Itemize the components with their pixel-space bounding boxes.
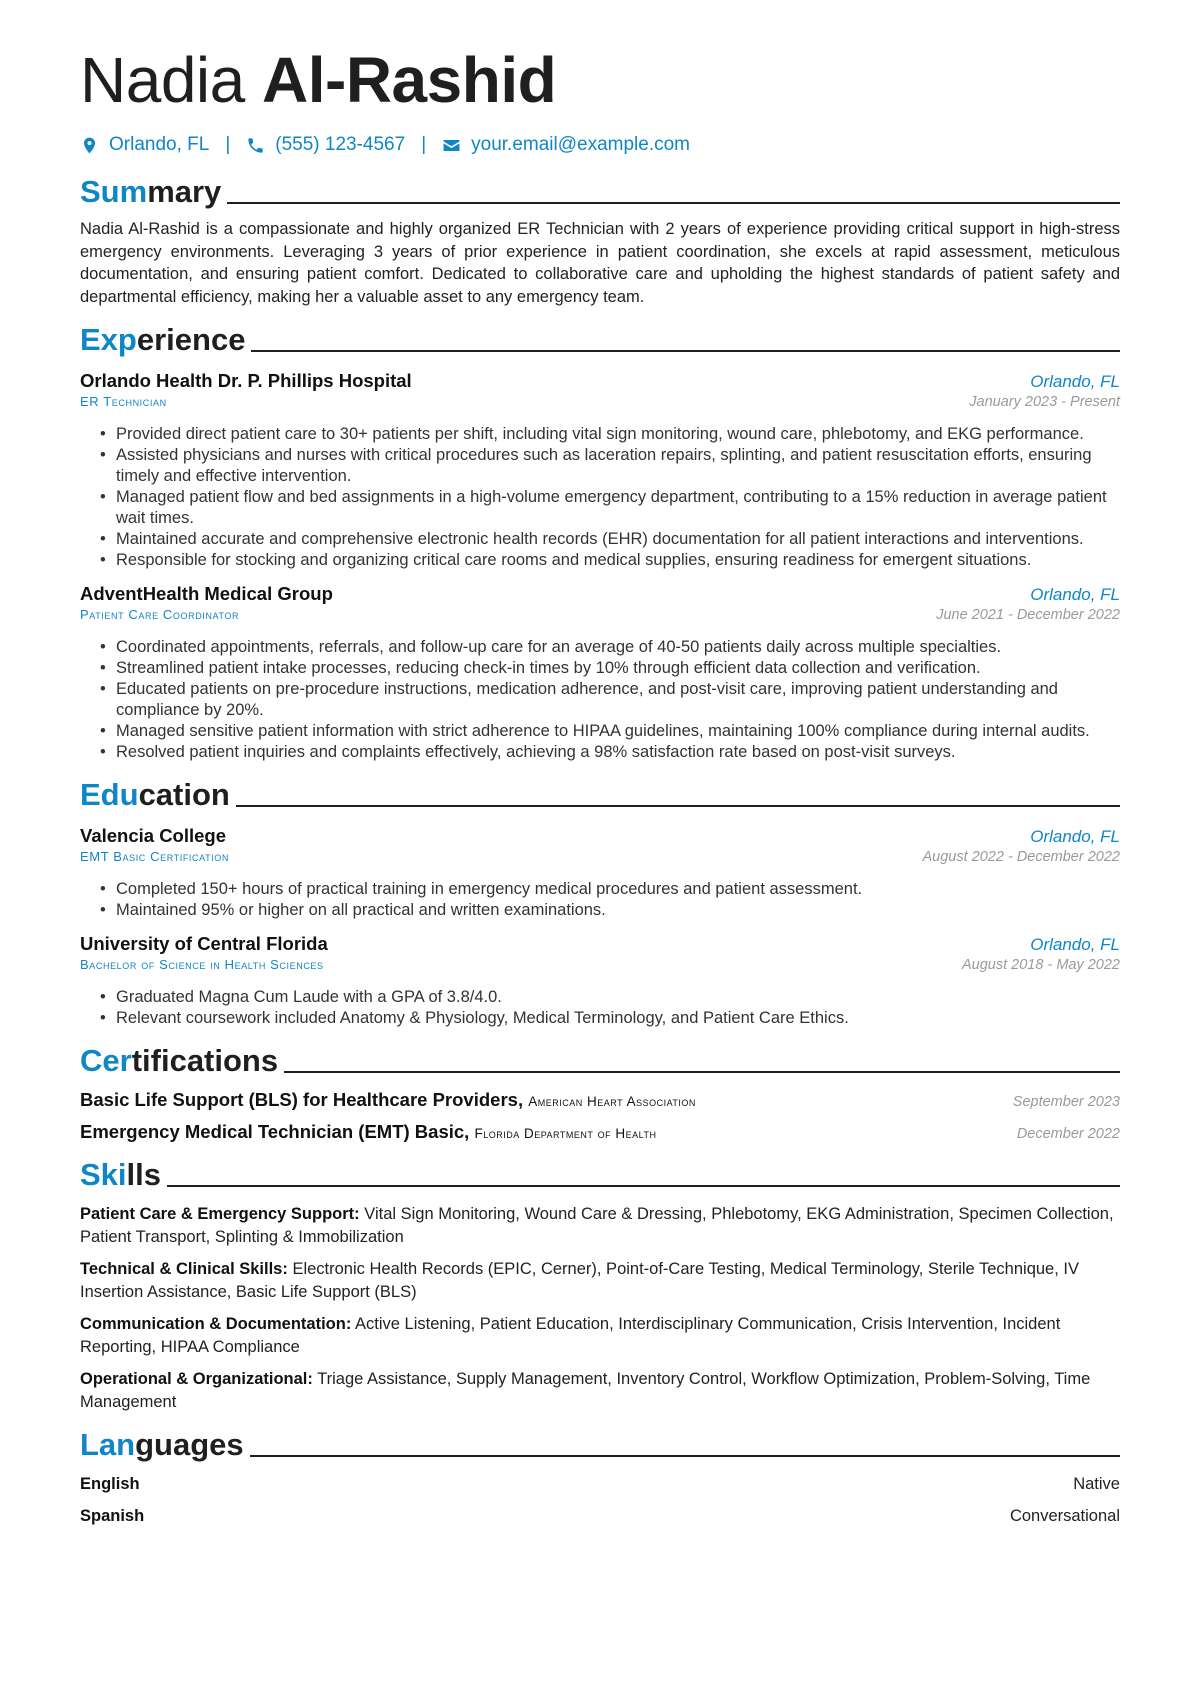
section-title: Summary <box>80 174 222 209</box>
list-item: • Educated patients on pre-procedure instructions, medication adherence, and post-visit care, improving patient understanding and compliance by 20%. <box>100 679 1120 721</box>
list-item: • Graduated Magna Cum Laude with a GPA of 3.8/4.0. <box>100 987 1120 1008</box>
list-item: • Assisted physicians and nurses with critical procedures such as laceration repairs, splinting, and patient resuscitation efforts, ensuring timely and effective intervention. <box>100 445 1120 487</box>
list-item: • Resolved patient inquiries and complaints effectively, achieving a 98% satisfaction rate based on post-visit surveys. <box>100 742 1120 763</box>
skill-group <box>80 1203 1120 1248</box>
list-item: • Relevant coursework included Anatomy & Physiology, Medical Terminology, and Patient Care Ethics. <box>100 1008 1120 1029</box>
job-bullets <box>80 637 1120 763</box>
section-heading-education <box>80 777 1120 813</box>
section-rule <box>236 805 1120 807</box>
job-bullets <box>80 424 1120 571</box>
language-item <box>80 1505 1120 1527</box>
skill-group-text: Active Listening, Patient Education, Interdisciplinary Communication, Crisis Intervention, Incident Reporting, HIPAA Compliance <box>80 1315 1061 1356</box>
list-item: • Managed patient flow and bed assignments in a high-volume emergency department, contributing to a 15% reduction in average patient wait times. <box>100 487 1120 529</box>
list-item: • Completed 150+ hours of practical training in emergency medical procedures and patient assessment. <box>100 879 1120 900</box>
program-name: EMT Basic Certification <box>80 849 229 864</box>
list-item: • Maintained 95% or higher on all practical and written examinations. <box>100 900 1120 921</box>
list-item: • Coordinated appointments, referrals, and follow-up care for an average of 40-50 patients daily across multiple specialties. <box>100 637 1120 658</box>
certification-item: Emergency Medical Technician (EMT) Basic, Florida Department of Health December 2022 <box>80 1121 1120 1142</box>
contact-bar <box>80 130 1120 160</box>
summary-text: Nadia Al-Rashid is a compassionate and highly organized ER Technician with 2 years of experience providing critical support in high-stress emergency environments. Leveraging 3 years of prior experience in patient coordination, she excels at rapid assessment, meticulous documentation, and ensuring patient comfort. Dedicated to collaborative care and upholding the highest standards of patient safety and departmental efficiency, making her a valuable asset to any emergency team. <box>80 220 1120 306</box>
program-dates: August 2018 - May 2022 <box>962 957 1120 973</box>
map-pin-icon <box>80 136 99 155</box>
skill-group-label: Operational & Organizational: <box>80 1370 313 1388</box>
certification-date: December 2022 <box>1016 1126 1120 1142</box>
job-title: Patient Care Coordinator <box>80 607 240 622</box>
certification-issuer: American Heart Association <box>528 1094 696 1109</box>
contact-separator: | <box>421 134 427 155</box>
section-rule <box>167 1185 1120 1187</box>
candidate-name <box>80 42 1120 118</box>
school-name: Valencia College <box>80 825 227 846</box>
skill-group-text: Electronic Health Records (EPIC, Cerner), Point-of-Care Testing, Medical Terminology, Sterile Technique, IV Insertion Assistance, Basic Life Support (BLS) <box>80 1260 1079 1301</box>
location-text: Orlando, FL <box>109 134 210 155</box>
program-name: Bachelor of Science in Health Sciences <box>80 957 324 972</box>
school-location: Orlando, FL <box>1030 935 1120 954</box>
list-item: • Responsible for stocking and organizing critical care rooms and medical supplies, ensuring readiness for emergent situations. <box>100 550 1120 571</box>
section-rule <box>284 1071 1120 1073</box>
skill-group <box>80 1258 1120 1303</box>
employer-name: AdventHealth Medical Group <box>80 583 333 604</box>
resume-page <box>80 42 1120 1527</box>
section-rule <box>227 202 1120 204</box>
language-item <box>80 1473 1120 1495</box>
job-location: Orlando, FL <box>1030 372 1120 391</box>
section-heading-certifications <box>80 1043 1120 1079</box>
education-bullets <box>80 879 1120 921</box>
list-item: • Provided direct patient care to 30+ patients per shift, including vital sign monitoring, wound care, phlebotomy, and EKG performance. <box>100 424 1120 445</box>
skill-group-label: Patient Care & Emergency Support: <box>80 1205 360 1223</box>
phone-text: (555) 123-4567 <box>275 134 406 155</box>
email-text: your.email@example.com <box>471 134 691 155</box>
employer-name: Orlando Health Dr. P. Phillips Hospital <box>80 370 412 391</box>
job-location: Orlando, FL <box>1030 585 1120 604</box>
section-title: Experience <box>80 322 246 357</box>
certification-title: Emergency Medical Technician (EMT) Basic <box>80 1121 465 1142</box>
contact-phone[interactable] <box>246 134 405 156</box>
certification-title: Basic Life Support (BLS) for Healthcare Providers <box>80 1089 518 1110</box>
education-bullets <box>80 987 1120 1029</box>
list-item: • Streamlined patient intake processes, reducing check-in times by 10% through efficient data collection and verification. <box>100 658 1120 679</box>
certification-item: Basic Life Support (BLS) for Healthcare Providers, American Heart Association September 2023 <box>80 1089 1120 1110</box>
last-name: Al-Rashid <box>262 44 557 116</box>
language-name: English <box>80 1475 140 1493</box>
skill-group-text: Triage Assistance, Supply Management, Inventory Control, Workflow Optimization, Problem-Solving, Time Management <box>80 1370 1091 1411</box>
section-heading-experience <box>80 322 1120 358</box>
job-title: ER Technician <box>80 394 167 409</box>
school-location: Orlando, FL <box>1030 827 1120 846</box>
certification-date: September 2023 <box>1012 1094 1120 1110</box>
section-heading-skills <box>80 1157 1120 1193</box>
phone-icon <box>246 136 265 155</box>
section-title: Education <box>80 777 230 812</box>
job-dates: January 2023 - Present <box>969 394 1120 410</box>
education-entry <box>80 825 1120 921</box>
section-title: Languages <box>80 1427 244 1462</box>
section-rule <box>251 350 1120 352</box>
section-rule <box>250 1455 1120 1457</box>
job-dates: June 2021 - December 2022 <box>936 607 1120 623</box>
section-heading-summary <box>80 174 1120 210</box>
language-level: Native <box>1073 1475 1120 1493</box>
program-dates: August 2022 - December 2022 <box>922 849 1120 865</box>
skill-group <box>80 1368 1120 1413</box>
section-heading-languages <box>80 1427 1120 1463</box>
experience-entry <box>80 370 1120 571</box>
section-title: Skills <box>80 1157 161 1192</box>
skill-group-text: Vital Sign Monitoring, Wound Care & Dressing, Phlebotomy, EKG Administration, Specimen Collection, Patient Transport, Splinting & Immobilization <box>80 1205 1114 1246</box>
certification-issuer: Florida Department of Health <box>474 1126 657 1141</box>
first-name: Nadia <box>80 44 245 116</box>
skill-group-label: Communication & Documentation: <box>80 1315 352 1333</box>
list-item: • Maintained accurate and comprehensive electronic health records (EHR) documentation for all patient interactions and interventions. <box>100 529 1120 550</box>
skill-group-label: Technical & Clinical Skills: <box>80 1260 288 1278</box>
contact-location <box>80 134 209 156</box>
contact-email[interactable] <box>442 134 690 156</box>
education-entry <box>80 933 1120 1029</box>
experience-entry <box>80 583 1120 763</box>
contact-separator: | <box>225 134 231 155</box>
section-title: Certifications <box>80 1043 279 1078</box>
language-name: Spanish <box>80 1507 145 1525</box>
school-name: University of Central Florida <box>80 933 328 954</box>
envelope-icon <box>442 136 461 155</box>
language-level: Conversational <box>1009 1507 1120 1525</box>
skill-group <box>80 1313 1120 1358</box>
list-item: • Managed sensitive patient information with strict adherence to HIPAA guidelines, maintaining 100% compliance during internal audits. <box>100 721 1120 742</box>
